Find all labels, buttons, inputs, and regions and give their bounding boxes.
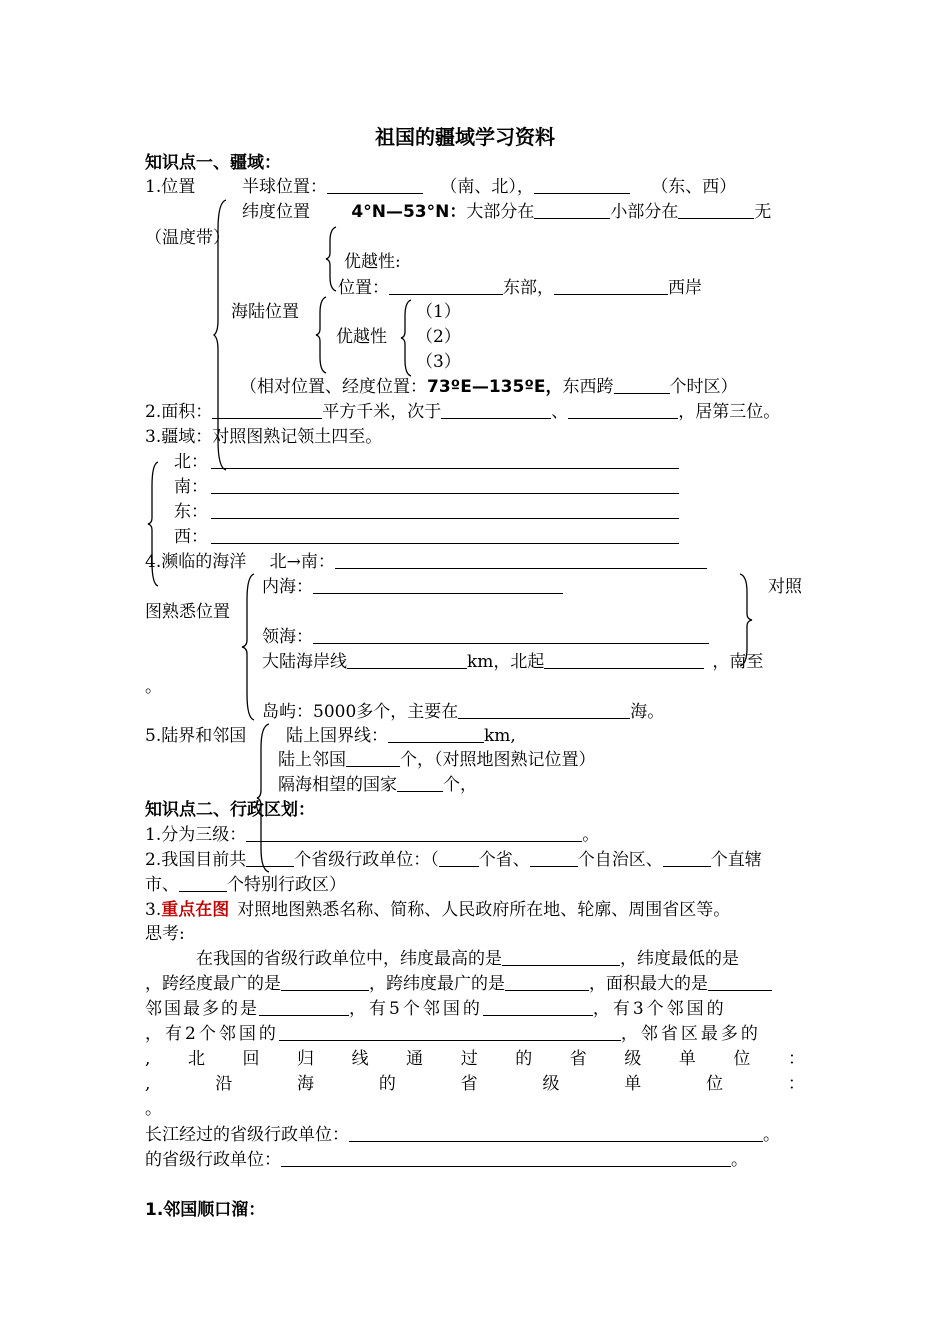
- yangtze-label: 长江经过的省级行政单位：: [145, 1125, 349, 1145]
- west-dir-label: 西：: [174, 527, 208, 547]
- blank-field[interactable]: [246, 825, 582, 842]
- q3a: 邻国最多的是: [145, 999, 259, 1019]
- blank-field[interactable]: [534, 177, 630, 194]
- islands-label: 岛屿：5000多个，主要在: [262, 702, 459, 722]
- focus-rest: 对照地图熟悉名称、简称、人民政府所在地、轮廓、周围省区等。: [237, 900, 731, 920]
- q2c: ，面积最大的是: [589, 974, 708, 994]
- question-line-3: [145, 999, 727, 1019]
- blank-field[interactable]: [281, 974, 369, 991]
- inner-sea-line: [262, 577, 563, 597]
- q6-char: 省: [460, 1074, 478, 1094]
- border-label: 5.陆界和邻国: [145, 726, 247, 746]
- q5-char: 省: [569, 1049, 587, 1069]
- coastline-label: 大陆海岸线: [262, 652, 347, 672]
- blank-field[interactable]: [439, 850, 479, 867]
- blank-field[interactable]: [281, 1150, 731, 1167]
- km-north: km，北起: [467, 652, 545, 672]
- blank-field[interactable]: [544, 652, 704, 669]
- point-3: （3）: [416, 352, 461, 372]
- blank-field[interactable]: [327, 177, 423, 194]
- latitude-part: 小部分在: [610, 202, 679, 222]
- south-label: 南：: [174, 477, 208, 497]
- yangtze-period: 。: [763, 1125, 780, 1145]
- coast-position-line: [338, 278, 702, 298]
- question-line-1: [196, 949, 739, 969]
- relative-position-line: [240, 377, 738, 397]
- sea-end: 海。: [630, 702, 665, 722]
- q5-char: 级: [624, 1049, 642, 1069]
- q2a: ，跨经度最广的是: [145, 974, 281, 994]
- q6-char: 海: [297, 1074, 315, 1094]
- blank-field[interactable]: [313, 627, 709, 644]
- blank-field[interactable]: [534, 202, 610, 219]
- rhyme-heading: 1.邻国顺口溜：: [145, 1200, 266, 1220]
- brace-seas: [242, 574, 256, 720]
- islands-line: [262, 702, 664, 722]
- prov-units-line: [145, 1150, 748, 1170]
- land-border-label: 陆上国界线：: [286, 726, 388, 746]
- north-label: 北：: [174, 452, 208, 472]
- q6-char: ：: [787, 1074, 805, 1094]
- blank-field[interactable]: [246, 850, 294, 867]
- blank-field[interactable]: [179, 875, 227, 892]
- blank-field[interactable]: [346, 750, 400, 767]
- blank-field[interactable]: [663, 850, 711, 867]
- blank-field[interactable]: [708, 974, 772, 991]
- q4a: ，有2个邻国的: [145, 1024, 279, 1044]
- blank-field[interactable]: [502, 949, 620, 966]
- area-line: [145, 402, 780, 422]
- relative-pre: （相对位置、经度位置：: [240, 377, 427, 397]
- west-coast-label: 西岸: [668, 278, 702, 298]
- q5-char: 过: [460, 1049, 478, 1069]
- page-title: 祖国的疆域学习资料: [375, 125, 555, 149]
- brace-advantage-2: [401, 300, 413, 376]
- q6-char: 级: [542, 1074, 560, 1094]
- blank-field[interactable]: [678, 202, 754, 219]
- blank-field[interactable]: [458, 702, 630, 719]
- point-1: （1）: [416, 302, 461, 322]
- blank-field[interactable]: [568, 402, 678, 419]
- q6-char: ,: [145, 1074, 151, 1094]
- prov-units-label: 的省级行政单位：: [145, 1150, 281, 1170]
- prov-units-period: 。: [731, 1150, 748, 1170]
- latitude-label: 纬度位置: [242, 202, 310, 222]
- blank-field[interactable]: [614, 377, 670, 394]
- blank-field[interactable]: [388, 726, 484, 743]
- land-border-line: [286, 726, 516, 746]
- seas-label: 4.濒临的海洋: [145, 552, 247, 572]
- focus-pre: 3.: [145, 900, 162, 920]
- q6-char: 位: [706, 1074, 724, 1094]
- territorial-sea-label: 领海：: [262, 627, 313, 647]
- blank-field[interactable]: [259, 999, 349, 1016]
- current-line2b: 个特别行政区）: [227, 875, 346, 895]
- q5-char: 位: [733, 1049, 751, 1069]
- yangtze-line: [145, 1125, 780, 1145]
- q5-char: ：: [787, 1049, 805, 1069]
- brace-advantage-1: [326, 227, 338, 291]
- current-muni: 个直辖: [710, 850, 762, 870]
- q6-char: 单: [624, 1074, 642, 1094]
- compare-label: 对照: [768, 577, 802, 597]
- coastline-line: [262, 652, 763, 672]
- blank-field[interactable]: [212, 402, 322, 419]
- blank-field[interactable]: [335, 552, 707, 569]
- question-line-2: [145, 974, 772, 994]
- south-blank[interactable]: [211, 493, 679, 494]
- think-label: 思考:: [145, 924, 185, 944]
- area-unit: 平方千米，次于: [322, 402, 442, 422]
- current-auto: 个自治区、: [577, 850, 663, 870]
- land-neighbors-ref: 个，（对照地图熟记位置）: [400, 750, 596, 770]
- relative-end: 个时区）: [669, 377, 738, 397]
- q3c: ，有3个邻国的: [592, 999, 727, 1019]
- hemisphere-line: [242, 177, 736, 197]
- q1a: 在我国的省级行政单位中，纬度最高的是: [196, 949, 502, 969]
- blank-field[interactable]: [397, 775, 443, 792]
- seas-ns: 北→南：: [269, 552, 335, 572]
- north-blank[interactable]: [211, 468, 679, 469]
- q1b: ，纬度最低的是: [620, 949, 739, 969]
- brace-sea-land: [316, 297, 328, 373]
- area-label: 2.面积：: [145, 402, 213, 422]
- blank-field[interactable]: [279, 1024, 621, 1041]
- current-units-line: [145, 850, 762, 870]
- latitude-line: [242, 202, 771, 222]
- q5-char: ,: [145, 1049, 151, 1069]
- blank-field[interactable]: [530, 850, 578, 867]
- sea-neighbors-label: 隔海相望的国家: [278, 775, 397, 795]
- hemisphere-label: 半球位置：: [242, 177, 327, 197]
- focus-highlight: 重点在图: [161, 900, 230, 920]
- q5-char: 北: [187, 1049, 205, 1069]
- question-line-5: [145, 1049, 805, 1069]
- familiar-label: 图熟悉位置: [145, 602, 230, 622]
- longitude-range: 73ºE—135ºE，: [427, 377, 563, 397]
- blank-field[interactable]: [313, 577, 563, 594]
- south-to: ，南至: [712, 652, 764, 672]
- section-heading-2: 知识点二、行政区划：: [145, 800, 315, 820]
- blank-field[interactable]: [389, 278, 503, 295]
- q5-char: 单: [678, 1049, 696, 1069]
- current-pre: 2.我国目前共: [145, 850, 247, 870]
- sea-land-label: 海陆位置: [231, 302, 299, 322]
- temperature-belt: （温度带）: [145, 228, 230, 248]
- q5-char: 回: [242, 1049, 260, 1069]
- km-label: km,: [484, 726, 516, 746]
- land-neighbors-label: 陆上邻国: [278, 750, 346, 770]
- advantage-label-2: 优越性: [336, 327, 387, 347]
- west-blank[interactable]: [211, 543, 679, 544]
- hemisphere-ns: （南、北），: [440, 177, 534, 197]
- land-neighbors-line: [278, 750, 596, 770]
- blank-field[interactable]: [347, 652, 467, 669]
- current-units-line-2: [145, 875, 346, 895]
- q6-char: 沿: [215, 1074, 233, 1094]
- blank-field[interactable]: [483, 999, 593, 1016]
- position-label: 1.位置: [145, 177, 196, 197]
- q5-char: 通: [406, 1049, 424, 1069]
- q4b: ，邻省区最多的: [620, 1024, 761, 1044]
- sea-neighbors-end: 个，: [443, 775, 477, 795]
- point-2: （2）: [416, 327, 461, 347]
- position-label-2: 位置：: [338, 278, 389, 298]
- q2b: ，跨纬度最广的是: [369, 974, 505, 994]
- area-end: ，居第三位。: [678, 402, 781, 422]
- question-line-6: [145, 1074, 805, 1094]
- question-line-7: 。: [145, 1099, 162, 1119]
- question-line-4: [145, 1024, 761, 1044]
- seas-line: [145, 552, 707, 572]
- current-prov-unit: 个省级行政单位：（: [294, 850, 439, 870]
- blank-field[interactable]: [441, 402, 551, 419]
- q5-char: 归: [297, 1049, 315, 1069]
- latitude-none: 无: [754, 202, 772, 222]
- current-line2a: 市、: [145, 875, 179, 895]
- territory-heading: 3.疆域：对照图熟记领土四至。: [145, 427, 383, 447]
- current-prov: 个省、: [478, 850, 530, 870]
- east-dir-label: 东：: [174, 502, 208, 522]
- territorial-sea-line: [262, 627, 709, 647]
- levels-label: 1.分为三级：: [145, 825, 247, 845]
- relative-mid: 东西跨: [562, 377, 614, 397]
- hemisphere-ew: （东、西）: [651, 177, 737, 197]
- blank-field[interactable]: [554, 278, 668, 295]
- latitude-most: 大部分在: [466, 202, 535, 222]
- q3b: ，有5个邻国的: [349, 999, 483, 1019]
- blank-field[interactable]: [505, 974, 589, 991]
- inner-sea-label: 内海：: [262, 577, 313, 597]
- period-mark: 。: [145, 677, 162, 697]
- sea-neighbors-line: [278, 775, 477, 795]
- section-heading-1: 知识点一、疆域：: [145, 153, 281, 173]
- q5-char: 的: [515, 1049, 533, 1069]
- q5-char: 线: [351, 1049, 369, 1069]
- levels-period: 。: [582, 825, 600, 845]
- area-sep: 、: [551, 402, 569, 422]
- advantage-label-1: 优越性:: [344, 252, 401, 272]
- east-label: 东部，: [503, 278, 554, 298]
- levels-line: [145, 825, 599, 845]
- focus-line: [145, 900, 730, 920]
- latitude-range: 4°N—53°N：: [351, 202, 467, 222]
- q6-char: 的: [378, 1074, 396, 1094]
- blank-field[interactable]: [349, 1125, 763, 1142]
- east-blank[interactable]: [211, 518, 679, 519]
